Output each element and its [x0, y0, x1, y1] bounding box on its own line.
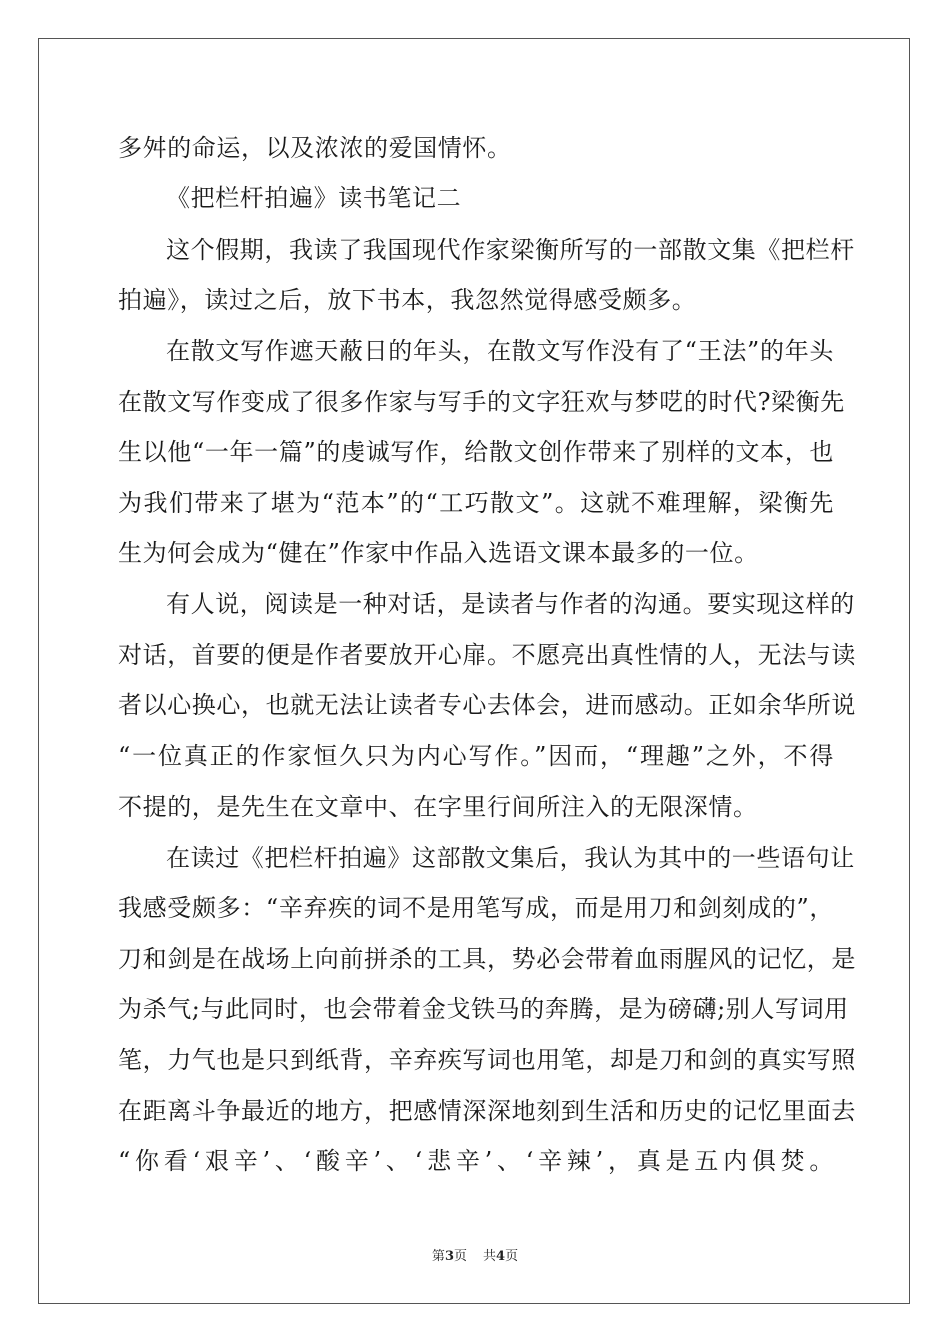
page-suffix: 页	[453, 1249, 467, 1264]
page-prefix: 第	[431, 1249, 445, 1264]
paragraph-line: 对话，首要的便是作者要放开心扉。不愿亮出真性情的人，无法与读	[118, 641, 856, 669]
page-total: 4	[496, 1249, 506, 1264]
paragraph-line: 这个假期，我读了我国现代作家梁衡所写的一部散文集《把栏杆	[166, 236, 855, 264]
paragraph-line: 在读过《把栏杆拍遍》这部散文集后，我认为其中的一些语句让	[166, 844, 855, 872]
paragraph-line: 为我们带来了堪为“范本”的“工巧散文”。这就不难理解，梁衡先	[118, 489, 834, 517]
paragraph-line: 在散文写作遮天蔽日的年头，在散文写作没有了“王法”的年头	[166, 337, 834, 365]
paragraph-line: 生以他“一年一篇”的虔诚写作，给散文创作带来了别样的文本，也	[118, 438, 834, 466]
total-prefix: 共	[483, 1249, 497, 1264]
paragraph-line: “一位真正的作家恒久只为内心写作。”因而，“理趣”之外，不得	[118, 742, 834, 770]
page-number: 3	[444, 1249, 454, 1264]
page-footer	[0, 1248, 950, 1266]
paragraph-line: 笔，力气也是只到纸背，辛弃疾写词也用笔，却是刀和剑的真实写照	[118, 1046, 856, 1074]
total-suffix: 页	[505, 1249, 519, 1264]
paragraph-line: 不提的，是先生在文章中、在字里行间所注入的无限深情。	[118, 793, 758, 821]
section-heading: 《把栏杆拍遍》读书笔记二	[166, 184, 462, 212]
paragraph-line: 拍遍》，读过之后，放下书本，我忽然觉得感受颇多。	[118, 286, 697, 314]
paragraph-line: 生为何会成为“健在”作家中作品入选语文课本最多的一位。	[118, 539, 759, 567]
paragraph-line: 在散文写作变成了很多作家与写手的文字狂欢与梦呓的时代?梁衡先	[118, 388, 845, 416]
paragraph-line: 者以心换心，也就无法让读者专心去体会，进而感动。正如余华所说	[118, 691, 856, 719]
paragraph-line: 我感受颇多：“辛弃疾的词不是用笔写成，而是用刀和剑刻成的”，	[118, 894, 834, 922]
paragraph-line: 刀和剑是在战场上向前拼杀的工具，势必会带着血雨腥风的记忆，是	[118, 945, 856, 973]
paragraph-line: 在距离斗争最近的地方，把感情深深地刻到生活和历史的记忆里面去	[118, 1097, 856, 1125]
paragraph-line: “你看‘艰辛’、‘酸辛’、‘悲辛’、‘辛辣’，真是五内俱焚。	[118, 1147, 834, 1175]
paragraph-line: 有人说，阅读是一种对话，是读者与作者的沟通。要实现这样的	[166, 590, 855, 618]
paragraph-line: 为杀气;与此同时，也会带着金戈铁马的奔腾，是为磅礴;别人写词用	[118, 995, 849, 1023]
paragraph-line: 多舛的命运，以及浓浓的爱国情怀。	[118, 134, 512, 162]
